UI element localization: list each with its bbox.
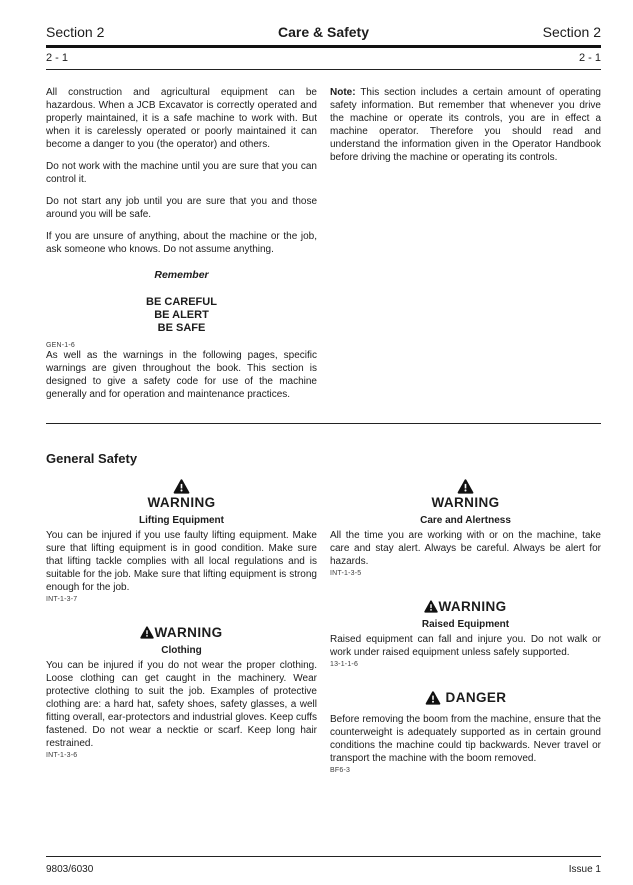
danger-label-row bbox=[330, 689, 601, 706]
warning-triangle-icon bbox=[424, 600, 438, 613]
reference-code: BF6-3 bbox=[330, 767, 351, 774]
warning-triangle-icon bbox=[140, 626, 154, 639]
general-safety-section bbox=[46, 479, 601, 795]
page-title: Care & Safety bbox=[277, 24, 370, 40]
warning-body: You can be injured if you do not wear the proper clothing. Loose clothing can get caught in the machinery. Wear protective clothing to suit the job. Examples of protective clothing are: a hard hat, safety shoes, safety glasses, a well fitting overall, ear-protectors and industrial gloves. Keep cuffs fastened. Do not wear a necktie or scarf. Keep long hair restrained. bbox=[46, 660, 317, 749]
header-section-left: Section 2 bbox=[46, 24, 105, 40]
publication-number: 9803/6030 bbox=[46, 864, 94, 875]
page-number-right: 2 - 1 bbox=[578, 52, 601, 64]
intro-paragraph: Do not work with the machine until you are sure that you can control it. bbox=[46, 161, 317, 185]
warning-title: Raised Equipment bbox=[421, 619, 510, 630]
warning-title: Care and Alertness bbox=[420, 515, 511, 526]
remember-line: BE SAFE bbox=[157, 322, 206, 334]
header-rule-thin bbox=[46, 69, 601, 70]
intro-closing-paragraph: As well as the warnings in the following pages, specific warnings are given throughout the book. This section is designed to give a safety code for use of the machine generally and for operation and maintenance practices. bbox=[46, 350, 317, 400]
warning-title: Clothing bbox=[161, 645, 202, 656]
note-paragraph bbox=[330, 86, 601, 164]
danger-body: Before removing the boom from the machine, ensure that the counterweight is adequately supported as in certain ground conditions the machine could tip backwards. Never travel or transport the machine with the boom removed. bbox=[330, 714, 601, 764]
issue-number: Issue 1 bbox=[568, 864, 601, 875]
remember-lines bbox=[46, 296, 317, 335]
warning-block-clothing bbox=[46, 624, 317, 759]
warning-label-row bbox=[330, 598, 601, 615]
intro-paragraph: Do not start any job until you are sure that you and those around you will be safe. bbox=[46, 196, 317, 220]
warning-title: Lifting Equipment bbox=[139, 515, 224, 526]
remember-line: BE ALERT bbox=[154, 309, 209, 321]
warning-body: Raised equipment can fall and injure you. Do not walk or work under raised equipment unless safely supported. bbox=[330, 634, 601, 658]
note-text: This section includes a certain amount of operating safety information. But remember that whenever you drive the machine or operate its controls, you are in effect a machine operator. Therefore you should read and understand the information given in the Operator Handbook before driving the machine or operating its controls. bbox=[330, 87, 601, 163]
warning-block-lifting-equipment bbox=[46, 479, 317, 603]
page-number-row bbox=[46, 48, 601, 69]
page-footer bbox=[46, 856, 601, 875]
footer-row bbox=[46, 857, 601, 875]
danger-label: DANGER bbox=[445, 690, 507, 705]
header-section-right: Section 2 bbox=[542, 24, 601, 40]
intro-left-column bbox=[46, 86, 317, 410]
safety-left-column bbox=[46, 479, 317, 795]
warning-body: You can be injured if you use faulty lifting equipment. Make sure that lifting equipment is in good condition. Make sure that lifting tackle complies with all local regulations and is suitable for the job. Make sure that lifting equipment is strong enough for the job. bbox=[46, 530, 317, 593]
reference-code: INT-1-3-5 bbox=[330, 570, 362, 577]
reference-code: INT-1-3-7 bbox=[46, 596, 78, 603]
warning-body: All the time you are working with or on the machine, take care and stay alert. Always be careful. Always be alert for hazards. bbox=[330, 530, 601, 567]
page-number-left: 2 - 1 bbox=[46, 52, 69, 64]
danger-block-boom-removal bbox=[330, 689, 601, 774]
safety-right-column bbox=[330, 479, 601, 795]
intro-paragraph: All construction and agricultural equipment can be hazardous. When a JCB Excavator is correctly operated and properly maintained, it is a safe machine to work with. But when it is carelessly operated or poorly maintained it can become a danger to you (the operator) and others. bbox=[46, 87, 317, 150]
warning-icon-wrap bbox=[330, 479, 601, 494]
warning-label-row bbox=[46, 624, 317, 641]
warning-triangle-icon bbox=[173, 479, 190, 494]
warning-icon-wrap bbox=[46, 479, 317, 494]
reference-code: INT-1-3-6 bbox=[46, 752, 78, 759]
warning-label: WARNING bbox=[147, 495, 216, 510]
section-divider-rule bbox=[46, 423, 601, 424]
remember-heading: Remember bbox=[154, 269, 209, 281]
warning-block-care-and-alertness bbox=[330, 479, 601, 577]
general-safety-heading: General Safety bbox=[46, 451, 138, 466]
intro-right-column bbox=[330, 86, 601, 410]
warning-label: WARNING bbox=[438, 599, 507, 614]
intro-paragraph: If you are unsure of anything, about the machine or the job, ask someone who knows. Do not assume anything. bbox=[46, 231, 317, 255]
note-label: Note: bbox=[330, 87, 356, 98]
danger-triangle-icon bbox=[425, 691, 441, 705]
warning-triangle-icon bbox=[457, 479, 474, 494]
warning-block-raised-equipment bbox=[330, 598, 601, 668]
remember-line: BE CAREFUL bbox=[146, 296, 217, 308]
warning-label: WARNING bbox=[154, 625, 223, 640]
page-header bbox=[46, 24, 601, 40]
reference-code: GEN-1-6 bbox=[46, 342, 76, 349]
warning-label: WARNING bbox=[431, 495, 500, 510]
intro-section bbox=[46, 86, 601, 410]
reference-code: 13-1-1-6 bbox=[330, 661, 359, 668]
